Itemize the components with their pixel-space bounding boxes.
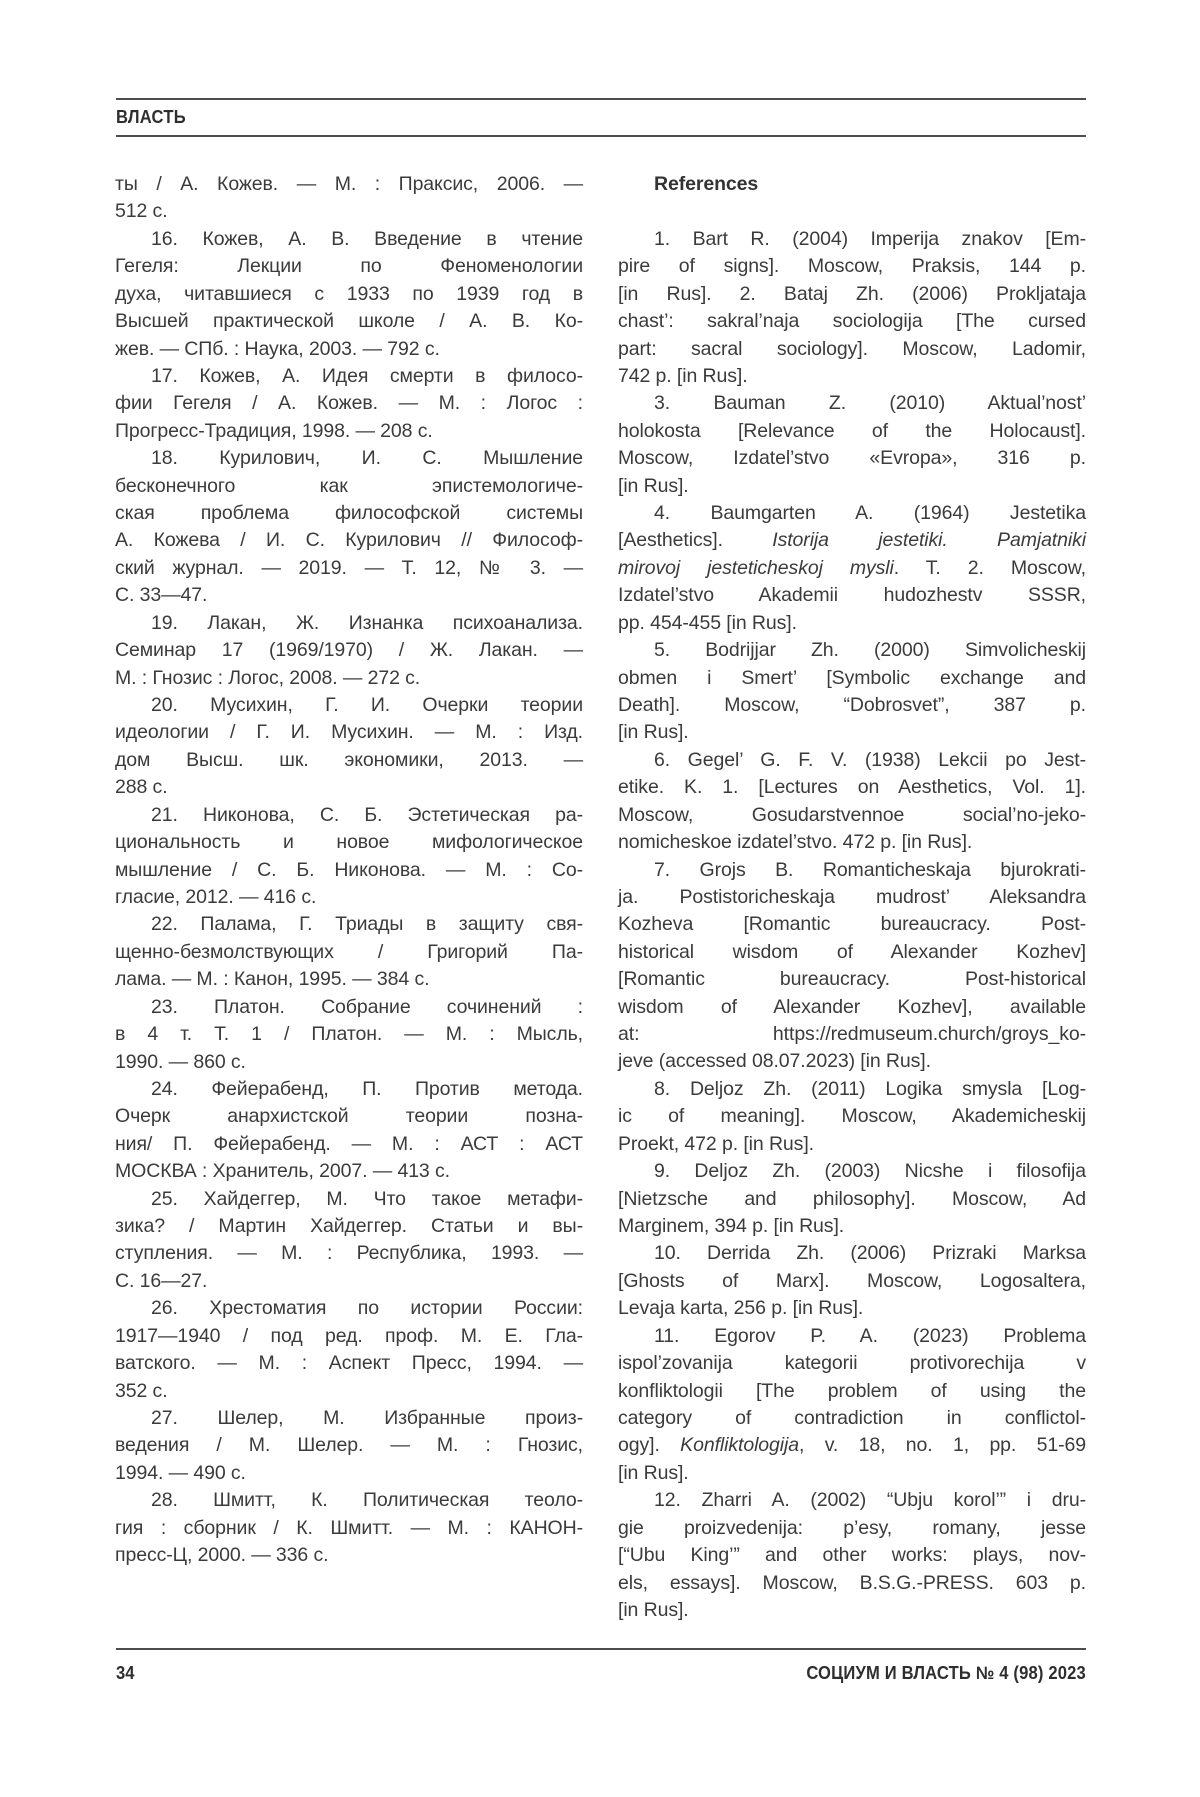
- reference-line: Очерк анархистской теории позна-: [115, 1105, 583, 1128]
- reference-line: 22. Палама, Г. Триады в защиту свя-: [151, 913, 583, 936]
- reference-line: ogy]. Konfliktologija, v. 18, no. 1, pp. 51-69: [618, 1434, 1087, 1457]
- reference-line: Kozheva [Romantic bureaucracy. Post-: [618, 913, 1086, 936]
- reference-line: Moscow, Gosudarstvennoe social’no-jeko-: [618, 803, 1086, 826]
- reference-line: 18. Курилович, И. С. Мышление: [151, 447, 583, 470]
- reference-item: [618, 1240, 1086, 1322]
- reference-line: etike. K. 1. [Lectures on Aesthetics, Vol. 1].: [618, 776, 1086, 799]
- reference-item: [618, 1323, 1086, 1488]
- reference-line: chast’: sakral’naja sociologija [The cursed: [618, 310, 1086, 333]
- page-number: 34: [116, 1663, 135, 1683]
- reference-line: 742 p. [in Rus].: [618, 364, 748, 387]
- left-column: [115, 171, 583, 1624]
- reference-item: [618, 500, 1086, 637]
- reference-line: [in Rus].: [618, 1598, 689, 1621]
- reference-line: Levaja karta, 256 p. [in Rus].: [618, 1297, 864, 1320]
- reference-line: 9. Deljoz Zh. (2003) Nicshe i filosofija: [654, 1160, 1086, 1183]
- reference-line: 16. Кожев, А. В. Введение в чтение: [151, 227, 583, 250]
- page-footer: [116, 1648, 1086, 1684]
- reference-line: els, essays]. Moscow, B.S.G.-PRESS. 603 p.: [618, 1571, 1086, 1594]
- reference-line: nomicheskoe izdatel’stvo. 472 p. [in Rus].: [618, 831, 973, 854]
- reference-line: 4. Baumgarten A. (1964) Jestetika: [654, 502, 1086, 525]
- reference-item: [115, 802, 583, 912]
- reference-line: 10. Derrida Zh. (2006) Prizraki Marksa: [654, 1242, 1086, 1265]
- reference-line: Marginem, 394 p. [in Rus].: [618, 1215, 845, 1238]
- reference-line: 288 с.: [115, 776, 168, 799]
- reference-line: [in Rus]. 2. Bataj Zh. (2006) Prokljataja: [618, 282, 1086, 305]
- reference-item: [115, 1295, 583, 1405]
- reference-item: [115, 445, 583, 610]
- reference-line: 5. Bodrijjar Zh. (2000) Simvolicheskij: [654, 639, 1086, 662]
- references-body: [115, 171, 1086, 1624]
- reference-item: [618, 1487, 1086, 1624]
- reference-line: 7. Grojs B. Romanticheskaja bjurokrati-: [654, 858, 1086, 881]
- reference-line: Прогресс-Традиция, 1998. — 208 с.: [115, 419, 433, 442]
- reference-line: жев. — СПб. : Наука, 2003. — 792 с.: [115, 337, 440, 360]
- reference-item: [115, 692, 583, 802]
- reference-line: Семинар 17 (1969/1970) / Ж. Лакан. —: [115, 639, 583, 662]
- reference-line: С. 16—27.: [115, 1269, 208, 1292]
- reference-item: [618, 857, 1086, 1076]
- reference-line: part: sacral sociology]. Moscow, Ladomir,: [618, 337, 1086, 360]
- reference-line: 21. Никонова, С. Б. Эстетическая ра-: [151, 803, 583, 826]
- reference-item: [618, 390, 1086, 500]
- reference-line: духа, читавшиеся с 1933 по 1939 год в: [115, 282, 583, 305]
- reference-line: historical wisdom of Alexander Kozhev]: [618, 940, 1086, 963]
- reference-line: 28. Шмитт, К. Политическая теоло-: [151, 1489, 583, 1512]
- reference-line: 1994. — 490 с.: [115, 1461, 246, 1484]
- reference-line: at: https://redmuseum.church/groys_ko-: [618, 1023, 1086, 1046]
- reference-line: 26. Хрестоматия по истории России:: [151, 1297, 583, 1320]
- reference-line: 24. Фейерабенд, П. Против метода.: [151, 1077, 583, 1100]
- reference-item: [115, 1186, 583, 1296]
- reference-line: ватского. — М. : Аспект Пресс, 1994. —: [115, 1352, 583, 1375]
- reference-line: 1917—1940 / под ред. проф. М. Е. Гла-: [115, 1324, 583, 1347]
- reference-line: 3. Bauman Z. (2010) Aktual’nost’: [654, 392, 1086, 415]
- reference-item: [115, 363, 583, 445]
- reference-line: 25. Хайдеггер, М. Что такое метафи-: [151, 1187, 583, 1210]
- reference-item: [618, 747, 1086, 857]
- page-header: [116, 98, 1086, 137]
- reference-line: [in Rus].: [618, 1461, 689, 1484]
- reference-line: [in Rus].: [618, 474, 689, 497]
- reference-line: гия : сборник / К. Шмитт. — М. : КАНОН-: [115, 1516, 583, 1539]
- reference-line: пресс-Ц, 2000. — 336 с.: [115, 1544, 329, 1567]
- reference-item: [115, 911, 583, 993]
- heading-spacer: [618, 198, 1086, 225]
- reference-line: Высшей практической школе / А. В. Ко-: [115, 310, 583, 333]
- reference-line: wisdom of Alexander Kozhev], available: [618, 995, 1086, 1018]
- reference-line: фии Гегеля / А. Кожев. — М. : Логос :: [115, 392, 583, 415]
- reference-line: [Ghosts of Marx]. Moscow, Logosaltera,: [618, 1269, 1086, 1292]
- reference-line: [Aesthetics]. Istorija jestetiki. Pamjatniki: [618, 529, 1086, 552]
- reference-line: ты / А. Кожев. — М. : Праксис, 2006. —: [115, 173, 583, 195]
- reference-line: лама. — М. : Канон, 1995. — 384 с.: [115, 968, 430, 991]
- reference-item: [618, 1158, 1086, 1240]
- reference-line: Izdatel’stvo Akademii hudozhestv SSSR,: [618, 584, 1086, 607]
- reference-line: pire of signs]. Moscow, Praksis, 144 p.: [618, 255, 1086, 278]
- reference-line: М. : Гнозис : Логос, 2008. — 272 с.: [115, 666, 421, 689]
- journal-title: СОЦИУМ И ВЛАСТЬ № 4 (98) 2023: [806, 1663, 1086, 1683]
- reference-line: jeve (accessed 08.07.2023) [in Rus].: [618, 1050, 931, 1073]
- reference-line: 352 с.: [115, 1379, 168, 1402]
- reference-line: циональность и новое мифологическое: [115, 831, 583, 854]
- reference-line: gie proizvedenija: p’esy, romany, jesse: [618, 1516, 1086, 1539]
- reference-line: МОСКВА : Хранитель, 2007. — 413 с.: [115, 1160, 450, 1183]
- reference-item: [115, 994, 583, 1076]
- reference-line: category of contradiction in conflictol-: [618, 1406, 1086, 1429]
- reference-line: [Romantic bureaucracy. Post-historical: [618, 968, 1086, 991]
- reference-line: [“Ubu King’” and other works: plays, nov-: [618, 1544, 1086, 1567]
- reference-line: ведения / М. Шелер. — М. : Гнозис,: [115, 1434, 583, 1457]
- reference-line: 12. Zharri A. (2002) “Ubju korol’” i dru-: [654, 1489, 1086, 1512]
- reference-item: [115, 1487, 583, 1569]
- reference-line: pp. 454-455 [in Rus].: [618, 611, 797, 634]
- reference-line: [Nietzsche and philosophy]. Moscow, Ad: [618, 1187, 1086, 1210]
- reference-item: [115, 171, 583, 226]
- reference-line: 8. Deljoz Zh. (2011) Logika smysla [Log-: [654, 1077, 1086, 1100]
- reference-line: ступления. — М. : Республика, 1993. —: [115, 1242, 583, 1265]
- reference-line: бесконечного как эпистемологиче-: [115, 474, 583, 497]
- section-title: ВЛАСТЬ: [116, 107, 186, 127]
- reference-line: 1. Bart R. (2004) Imperija znakov [Em-: [654, 227, 1086, 250]
- reference-item: [115, 226, 583, 363]
- reference-line: Proekt, 472 p. [in Rus].: [618, 1132, 814, 1155]
- reference-line: 11. Egorov P. A. (2023) Problema: [654, 1324, 1086, 1347]
- reference-line: ispol’zovanija kategorii protivorechija v: [618, 1352, 1086, 1375]
- reference-line: 6. Gegel’ G. F. V. (1938) Lekcii po Jest-: [654, 748, 1086, 771]
- reference-line: мышление / С. Б. Никонова. — М. : Со-: [115, 858, 583, 881]
- reference-item: [618, 637, 1086, 747]
- reference-line: Гегеля: Лекции по Феноменологии: [115, 255, 583, 278]
- reference-line: 27. Шелер, М. Избранные произ-: [151, 1406, 583, 1429]
- reference-item: [115, 1076, 583, 1186]
- reference-line: [in Rus].: [618, 721, 689, 744]
- reference-line: 1990. — 860 с.: [115, 1050, 246, 1073]
- reference-line: konfliktologii [The problem of using the: [618, 1379, 1086, 1402]
- reference-line: ский журнал. — 2019. — Т. 12, № 3. —: [115, 556, 583, 579]
- reference-line: ния/ П. Фейерабенд. — М. : АСТ : АСТ: [115, 1132, 583, 1155]
- reference-line: зика? / Мартин Хайдеггер. Статьи и вы-: [115, 1215, 583, 1238]
- reference-line: идеологии / Г. И. Мусихин. — М. : Изд.: [115, 721, 583, 744]
- reference-line: С. 33—47.: [115, 584, 208, 607]
- reference-line: holokosta [Relevance of the Holocaust].: [618, 419, 1086, 442]
- references-heading: References: [654, 173, 759, 195]
- reference-line: obmen i Smert’ [Symbolic exchange and: [618, 666, 1086, 689]
- reference-line: 17. Кожев, А. Идея смерти в филосо-: [151, 364, 583, 387]
- reference-line: 512 с.: [115, 200, 168, 223]
- reference-item: [618, 226, 1086, 391]
- reference-item: [618, 1076, 1086, 1158]
- right-column: [618, 171, 1086, 1624]
- reference-line: дом Высш. шк. экономики, 2013. —: [115, 748, 583, 771]
- reference-line: ская проблема философской системы: [115, 502, 583, 525]
- reference-line: Death]. Moscow, “Dobrosvet”, 387 p.: [618, 694, 1086, 716]
- reference-line: гласие, 2012. — 416 с.: [115, 885, 317, 908]
- reference-item: [115, 610, 583, 692]
- reference-line: Moscow, Izdatel’stvo «Evropa», 316 p.: [618, 447, 1086, 470]
- reference-line: 20. Мусихин, Г. И. Очерки теории: [151, 694, 583, 717]
- reference-line: mirovoj jesteticheskoj mysli. T. 2. Moscow,: [618, 556, 1087, 579]
- reference-line: ic of meaning]. Moscow, Akademicheskij: [618, 1105, 1086, 1128]
- reference-item: [115, 1405, 583, 1487]
- reference-line: в 4 т. Т. 1 / Платон. — М. : Мысль,: [115, 1023, 583, 1046]
- reference-line: щенно-безмолствующих / Григорий Па-: [115, 940, 583, 963]
- reference-line: А. Кожева / И. С. Курилович // Философ-: [115, 529, 583, 552]
- header-rule-bottom: [116, 135, 1086, 137]
- reference-line: 19. Лакан, Ж. Изнанка психоанализа.: [151, 611, 583, 634]
- reference-line: ja. Postistoricheskaja mudrost’ Aleksandra: [618, 885, 1086, 908]
- reference-line: 23. Платон. Собрание сочинений :: [151, 995, 583, 1018]
- right-column-paragraphs: [618, 226, 1086, 1625]
